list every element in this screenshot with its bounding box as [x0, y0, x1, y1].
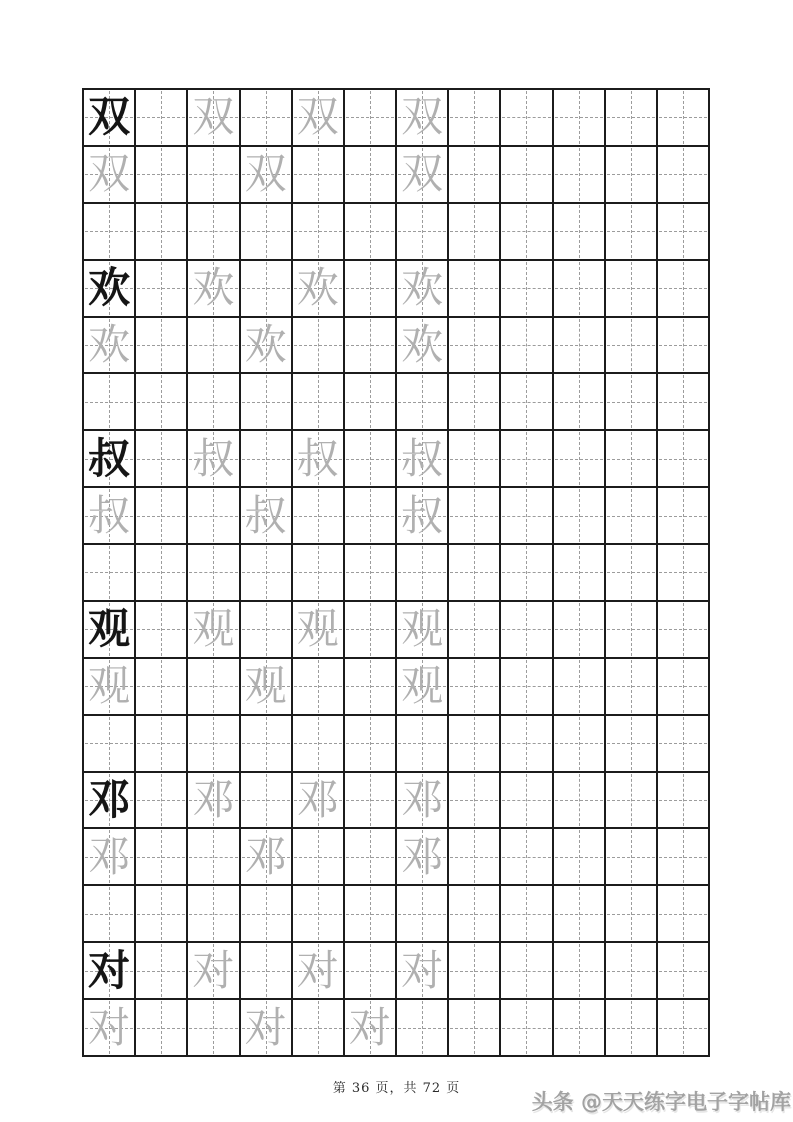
- practice-character-trace: 双: [192, 92, 235, 142]
- practice-character-trace: 邓: [88, 831, 131, 881]
- grid-cell: [241, 147, 291, 202]
- grid-cell: [136, 716, 186, 771]
- grid-cell: [554, 431, 604, 486]
- grid-cell: [345, 545, 395, 600]
- grid-cell: [345, 716, 395, 771]
- grid-cell: [84, 659, 134, 714]
- grid-cell: [345, 488, 395, 543]
- grid-cell: [241, 204, 291, 259]
- grid-cell: [241, 602, 291, 657]
- grid-cell: [501, 545, 551, 600]
- practice-character-model: 邓: [88, 775, 131, 825]
- grid-cell: [658, 545, 708, 600]
- grid-cell: [449, 716, 499, 771]
- grid-cell: [188, 318, 238, 373]
- grid-cell: [606, 374, 656, 429]
- practice-character-trace: 对: [296, 945, 339, 995]
- grid-cell: [136, 431, 186, 486]
- grid-cell: [501, 943, 551, 998]
- grid-cell: [397, 716, 447, 771]
- watermark: [532, 1086, 791, 1116]
- grid-cell: [501, 1000, 551, 1055]
- practice-character-trace: 欢: [401, 263, 444, 313]
- grid-cell: [136, 90, 186, 145]
- grid-cell: [449, 659, 499, 714]
- grid-cell: [606, 773, 656, 828]
- grid-cell: [449, 602, 499, 657]
- grid-cell: [188, 659, 238, 714]
- grid-cell: [554, 261, 604, 316]
- practice-character-trace: 双: [88, 149, 131, 199]
- grid-cell: [345, 943, 395, 998]
- grid-cell: [293, 545, 343, 600]
- grid-cell: [241, 374, 291, 429]
- grid-cell: [658, 374, 708, 429]
- grid-cell: [84, 488, 134, 543]
- practice-character-trace: 双: [401, 92, 444, 142]
- grid-cell: [449, 147, 499, 202]
- grid-cell: [84, 602, 134, 657]
- grid-cell: [84, 1000, 134, 1055]
- grid-cell: [136, 374, 186, 429]
- grid-cell: [241, 886, 291, 941]
- grid-cell: [293, 147, 343, 202]
- grid-cell: [554, 204, 604, 259]
- grid-cell: [554, 716, 604, 771]
- grid-cell: [345, 147, 395, 202]
- practice-character-trace: 观: [401, 661, 444, 711]
- grid-cell: [501, 261, 551, 316]
- grid-cell: [397, 773, 447, 828]
- grid-cell: [188, 886, 238, 941]
- practice-character-trace: 邓: [401, 775, 444, 825]
- grid-cell: [241, 716, 291, 771]
- grid-cell: [658, 602, 708, 657]
- grid-cell: [241, 659, 291, 714]
- grid-cell: [554, 488, 604, 543]
- practice-character-trace: 对: [348, 1002, 391, 1052]
- grid-cell: [293, 886, 343, 941]
- grid-cell: [345, 261, 395, 316]
- grid-cell: [293, 1000, 343, 1055]
- grid-cell: [293, 374, 343, 429]
- grid-cell: [449, 318, 499, 373]
- grid-cell: [554, 318, 604, 373]
- grid-cell: [658, 488, 708, 543]
- grid-cell: [554, 829, 604, 884]
- practice-character-trace: 观: [192, 604, 235, 654]
- practice-character-trace: 邓: [296, 775, 339, 825]
- grid-cell: [241, 943, 291, 998]
- grid-cell: [449, 261, 499, 316]
- grid-cell: [188, 545, 238, 600]
- grid-cell: [449, 488, 499, 543]
- grid-cell: [397, 261, 447, 316]
- practice-character-trace: 观: [88, 661, 131, 711]
- grid-cell: [554, 147, 604, 202]
- grid-cell: [345, 318, 395, 373]
- grid-cell: [293, 488, 343, 543]
- grid-cell: [554, 602, 604, 657]
- grid-cell: [606, 545, 656, 600]
- grid-cell: [501, 374, 551, 429]
- grid-cell: [84, 886, 134, 941]
- grid-cell: [188, 204, 238, 259]
- grid-cell: [397, 886, 447, 941]
- grid-cell: [397, 374, 447, 429]
- grid-cell: [449, 773, 499, 828]
- grid-cell: [136, 943, 186, 998]
- practice-character-model: 叔: [88, 433, 131, 483]
- grid-cell: [136, 659, 186, 714]
- grid-cell: [658, 829, 708, 884]
- grid-cell: [345, 374, 395, 429]
- grid-cell: [606, 261, 656, 316]
- grid-cell: [397, 602, 447, 657]
- practice-character-trace: 欢: [296, 263, 339, 313]
- practice-character-trace: 对: [192, 945, 235, 995]
- grid-cell: [501, 773, 551, 828]
- practice-character-trace: 欢: [244, 319, 287, 369]
- grid-cell: [241, 773, 291, 828]
- grid-cell: [136, 886, 186, 941]
- practice-character-model: 观: [88, 604, 131, 654]
- grid-cell: [501, 431, 551, 486]
- grid-cell: [293, 204, 343, 259]
- practice-character-trace: 欢: [88, 319, 131, 369]
- grid-cell: [345, 829, 395, 884]
- grid-cell: [449, 886, 499, 941]
- grid-cell: [188, 431, 238, 486]
- grid-cell: [188, 1000, 238, 1055]
- practice-character-trace: 对: [401, 945, 444, 995]
- grid-cell: [501, 147, 551, 202]
- grid-cell: [658, 204, 708, 259]
- grid-cell: [606, 204, 656, 259]
- grid-cell: [397, 318, 447, 373]
- grid-cell: [345, 773, 395, 828]
- practice-character-trace: 邓: [401, 831, 444, 881]
- grid-cell: [188, 602, 238, 657]
- grid-cell: [606, 431, 656, 486]
- practice-character-model: 对: [88, 945, 131, 995]
- grid-cell: [188, 374, 238, 429]
- practice-character-trace: 欢: [192, 263, 235, 313]
- grid-cell: [554, 374, 604, 429]
- practice-character-model: 欢: [88, 263, 131, 313]
- grid-cell: [293, 90, 343, 145]
- practice-character-trace: 叔: [296, 433, 339, 483]
- grid-cell: [241, 318, 291, 373]
- grid-cell: [241, 431, 291, 486]
- grid-cell: [397, 659, 447, 714]
- grid-cell: [397, 943, 447, 998]
- practice-character-model: 双: [88, 92, 131, 142]
- grid-cell: [554, 545, 604, 600]
- grid-cell: [449, 943, 499, 998]
- grid-cell: [241, 488, 291, 543]
- grid-cell: [293, 318, 343, 373]
- grid-cell: [554, 943, 604, 998]
- grid-cell: [345, 204, 395, 259]
- grid-cell: [658, 147, 708, 202]
- grid-cell: [397, 204, 447, 259]
- grid-cell: [293, 261, 343, 316]
- grid-cell: [136, 318, 186, 373]
- grid-cell: [449, 829, 499, 884]
- practice-character-trace: 叔: [401, 490, 444, 540]
- grid-cell: [658, 943, 708, 998]
- grid-cell: [188, 943, 238, 998]
- grid-cell: [606, 829, 656, 884]
- grid-cell: [606, 90, 656, 145]
- grid-cell: [606, 716, 656, 771]
- grid-cell: [345, 1000, 395, 1055]
- grid-cell: [84, 545, 134, 600]
- grid-cell: [501, 886, 551, 941]
- grid-cell: [397, 431, 447, 486]
- grid-cell: [501, 659, 551, 714]
- grid-cell: [658, 659, 708, 714]
- practice-character-trace: 观: [244, 661, 287, 711]
- practice-character-trace: 叔: [192, 433, 235, 483]
- grid-cell: [136, 488, 186, 543]
- grid-cell: [84, 147, 134, 202]
- grid-cell: [293, 943, 343, 998]
- grid-cell: [658, 261, 708, 316]
- grid-cell: [449, 204, 499, 259]
- grid-cell: [554, 1000, 604, 1055]
- grid-cell: [606, 318, 656, 373]
- grid-cell: [84, 204, 134, 259]
- grid-cell: [241, 829, 291, 884]
- practice-character-trace: 双: [401, 149, 444, 199]
- grid-cell: [84, 943, 134, 998]
- grid-cell: [449, 545, 499, 600]
- grid-cell: [241, 261, 291, 316]
- grid-cell: [606, 943, 656, 998]
- grid-cell: [136, 773, 186, 828]
- practice-character-trace: 观: [296, 604, 339, 654]
- grid-cell: [554, 90, 604, 145]
- grid-cell: [397, 829, 447, 884]
- practice-character-trace: 叔: [401, 433, 444, 483]
- grid-cell: [501, 318, 551, 373]
- practice-character-trace: 双: [244, 149, 287, 199]
- grid-cell: [658, 773, 708, 828]
- grid-cell: [84, 374, 134, 429]
- copybook-grid: [82, 88, 710, 1057]
- grid-cell: [449, 90, 499, 145]
- grid-cell: [136, 602, 186, 657]
- grid-cell: [188, 773, 238, 828]
- grid-cell: [606, 886, 656, 941]
- grid-cell: [397, 488, 447, 543]
- grid-cell: [397, 545, 447, 600]
- grid-cell: [606, 659, 656, 714]
- grid-cell: [293, 602, 343, 657]
- grid-cell: [345, 659, 395, 714]
- grid-cell: [606, 488, 656, 543]
- practice-character-trace: 邓: [244, 831, 287, 881]
- practice-character-trace: 观: [401, 604, 444, 654]
- grid-cell: [188, 716, 238, 771]
- grid-cell: [658, 1000, 708, 1055]
- grid-cell: [606, 1000, 656, 1055]
- grid-cell: [606, 147, 656, 202]
- grid-cell: [658, 716, 708, 771]
- grid-cell: [658, 318, 708, 373]
- grid-cell: [658, 431, 708, 486]
- practice-character-trace: 对: [244, 1002, 287, 1052]
- grid-cell: [84, 716, 134, 771]
- grid-cell: [554, 659, 604, 714]
- grid-cell: [501, 716, 551, 771]
- grid-cell: [188, 90, 238, 145]
- grid-cell: [345, 886, 395, 941]
- grid-cell: [293, 431, 343, 486]
- practice-character-trace: 对: [88, 1002, 131, 1052]
- practice-character-trace: 欢: [401, 319, 444, 369]
- grid-cell: [345, 602, 395, 657]
- grid-cell: [84, 773, 134, 828]
- grid-cell: [188, 261, 238, 316]
- grid-cell: [241, 1000, 291, 1055]
- grid-cell: [188, 829, 238, 884]
- grid-cell: [84, 318, 134, 373]
- grid-cell: [136, 1000, 186, 1055]
- grid-cell: [606, 602, 656, 657]
- grid-cell: [397, 147, 447, 202]
- grid-cell: [554, 886, 604, 941]
- grid-cell: [293, 829, 343, 884]
- grid-cell: [345, 431, 395, 486]
- grid-cell: [136, 204, 186, 259]
- grid-cell: [397, 90, 447, 145]
- grid-cell: [293, 773, 343, 828]
- grid-cell: [345, 90, 395, 145]
- practice-character-trace: 双: [296, 92, 339, 142]
- grid-cell: [554, 773, 604, 828]
- grid-cell: [84, 431, 134, 486]
- grid-cell: [136, 829, 186, 884]
- grid-cell: [501, 829, 551, 884]
- grid-cell: [188, 488, 238, 543]
- grid-cell: [241, 90, 291, 145]
- grid-cell: [501, 90, 551, 145]
- grid-cell: [136, 261, 186, 316]
- practice-character-trace: 叔: [88, 490, 131, 540]
- page-footer-text: 第 36 页，共 72 页: [332, 1081, 461, 1096]
- grid-cell: [501, 204, 551, 259]
- grid-cell: [658, 90, 708, 145]
- grid-cell: [84, 261, 134, 316]
- grid-cell: [84, 90, 134, 145]
- practice-character-trace: 叔: [244, 490, 287, 540]
- grid-cell: [449, 1000, 499, 1055]
- grid-cell: [241, 545, 291, 600]
- grid-cell: [293, 659, 343, 714]
- grid-cell: [449, 374, 499, 429]
- grid-cell: [397, 1000, 447, 1055]
- grid-cell: [658, 886, 708, 941]
- grid-cell: [501, 488, 551, 543]
- grid-cell: [84, 829, 134, 884]
- practice-character-trace: 邓: [192, 775, 235, 825]
- watermark-text: 头条 @天天练字电子字帖库: [531, 1090, 791, 1114]
- grid-cell: [293, 716, 343, 771]
- grid-cell: [136, 545, 186, 600]
- grid-cell: [449, 431, 499, 486]
- grid-cell: [136, 147, 186, 202]
- grid-cell: [501, 602, 551, 657]
- grid-cell: [188, 147, 238, 202]
